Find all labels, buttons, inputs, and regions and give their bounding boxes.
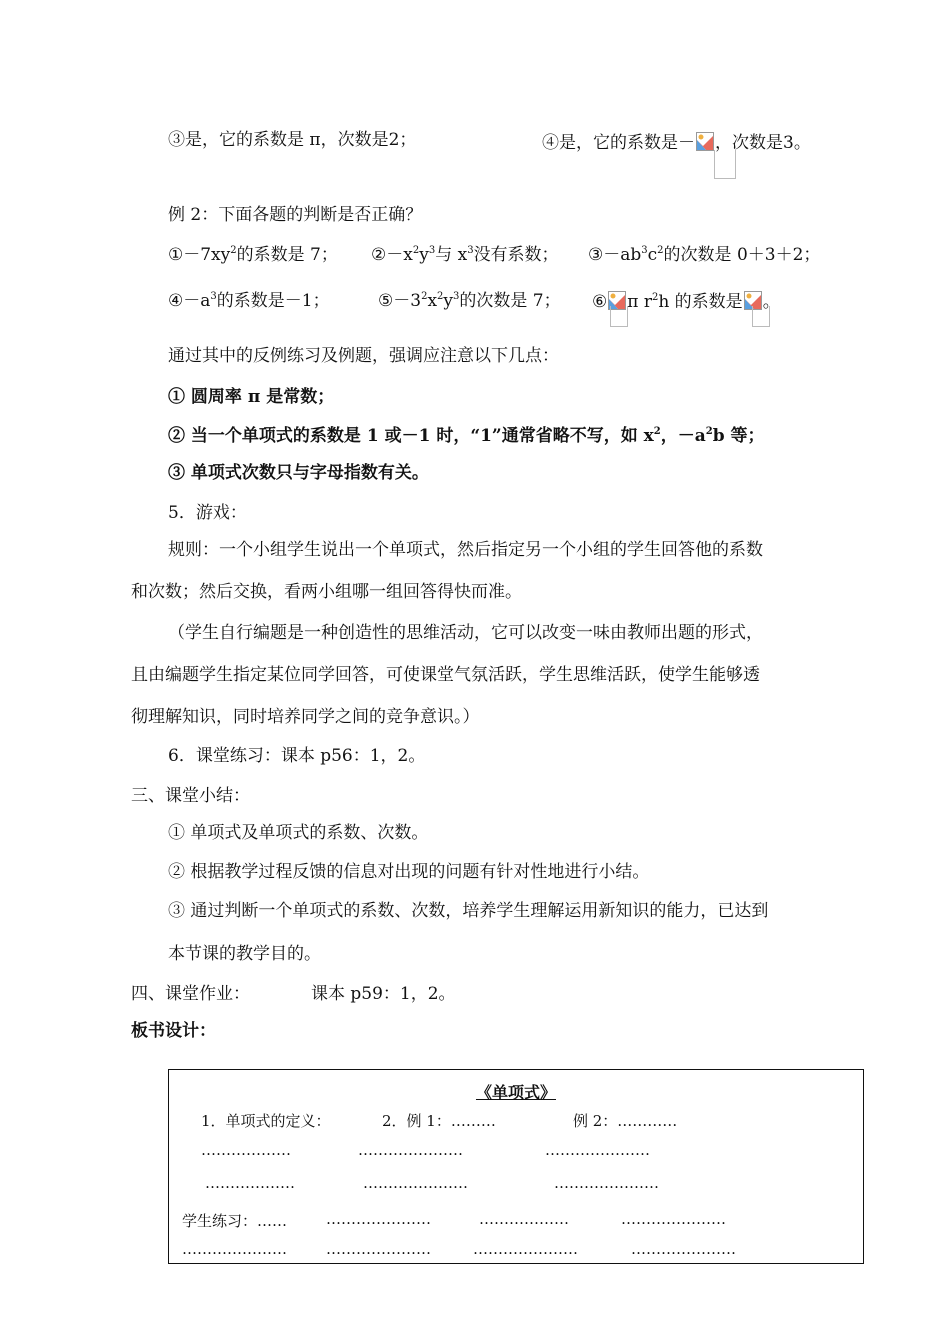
- image-placeholder-frame: [752, 306, 770, 327]
- text: 的系数是 7；: [236, 245, 338, 265]
- example-2-title: 例 2：下面各题的判断是否正确？: [168, 205, 423, 225]
- text: 与 x: [435, 245, 468, 265]
- board-row-3-col-2: …………………: [363, 1174, 468, 1192]
- board-row-1-example-1: 2．例 1：………: [382, 1112, 496, 1130]
- exponent: 3: [467, 245, 474, 256]
- board-design-heading: 板书设计：: [131, 1021, 216, 1041]
- exponent: 3: [210, 291, 217, 302]
- exponent: 2: [657, 245, 664, 256]
- game-note-line-2: 且由编题学生指定某位同学回答，可使课堂气氛活跃，学生思维活跃，使学生能够透: [131, 665, 760, 685]
- board-row-5-col-2: …………………: [326, 1240, 431, 1258]
- text: ，－a: [660, 426, 706, 446]
- board-row-4-col-3: ………………: [479, 1210, 569, 1228]
- board-row-5-col-3: …………………: [473, 1240, 578, 1258]
- exponent: 2: [651, 292, 659, 303]
- text: 的次数是 0＋3＋2；: [663, 245, 821, 265]
- text: 。: [762, 292, 780, 312]
- exponent: 3: [641, 245, 648, 256]
- summary-item-3-cont: 本节课的教学目的。: [168, 944, 321, 964]
- text: b 等；: [712, 426, 765, 446]
- note-intro: 通过其中的反例练习及例题，强调应注意以下几点：: [168, 346, 559, 366]
- note-3: ③ 单项式次数只与字母指数有关。: [168, 463, 429, 483]
- board-row-1-example-2: 例 2：…………: [573, 1112, 678, 1130]
- exponent: 2: [230, 245, 237, 256]
- board-row-4-col-2: …………………: [326, 1210, 431, 1228]
- exponent: 2: [705, 426, 713, 437]
- image-placeholder-frame: [714, 150, 736, 179]
- text: ⑤－3: [378, 291, 422, 311]
- exponent: 2: [421, 291, 428, 302]
- text: π r: [627, 292, 652, 312]
- answer-4-pre: ④是，它的系数是－: [542, 133, 695, 153]
- summary-item-3: ③ 通过判断一个单项式的系数、次数，培养学生理解运用新知识的能力，已达到: [168, 901, 769, 921]
- board-row-4-col-4: …………………: [621, 1210, 726, 1228]
- exponent: 3: [453, 291, 460, 302]
- board-row-5-col-1: …………………: [182, 1240, 287, 1258]
- text: ② 当一个单项式的系数是 1 或－1 时，“1”通常省略不写，如 x: [168, 426, 654, 446]
- board-row-5-col-4: …………………: [631, 1240, 736, 1258]
- text: h 的系数是: [658, 292, 743, 312]
- text: 的次数是 7；: [459, 291, 561, 311]
- answer-4-post: ，次数是3。: [715, 133, 811, 153]
- text: y: [419, 245, 429, 265]
- class-practice: 6．课堂练习：课本 p56：1，2。: [168, 746, 426, 766]
- text: x: [427, 291, 438, 311]
- text: ④－a: [168, 291, 211, 311]
- example-2-item-4: [168, 293, 330, 310]
- board-row-2-col-2: …………………: [358, 1141, 463, 1159]
- text: 没有系数；: [473, 245, 559, 265]
- note-2: [168, 428, 765, 445]
- game-rule-line-2: 和次数；然后交换，看两小组哪一组回答得快而准。: [131, 582, 522, 602]
- board-row-2-col-1: ………………: [201, 1141, 291, 1159]
- game-note-line-1: （学生自行编题是一种创造性的思维活动，它可以改变一味由教师出题的形式，: [168, 623, 763, 643]
- homework-value: 课本 p59：1，2。: [311, 984, 456, 1004]
- text: c: [647, 245, 658, 265]
- game-note-line-3: 彻理解知识，同时培养同学之间的竞争意识。）: [131, 707, 480, 727]
- text: ⑥: [592, 292, 608, 312]
- summary-item-1: ① 单项式及单项式的系数、次数。: [168, 823, 429, 843]
- exponent: 2: [653, 426, 661, 437]
- broken-image-icon: [696, 132, 714, 151]
- text: ①－7xy: [168, 245, 231, 265]
- homework-label: 四、课堂作业：: [131, 984, 250, 1004]
- board-row-1-definition: 1．单项式的定义：: [201, 1112, 331, 1130]
- board-row-4-student-practice: 学生练习：……: [182, 1212, 288, 1230]
- text: y: [443, 291, 454, 311]
- summary-item-2: ② 根据教学过程反馈的信息对出现的问题有针对性地进行小结。: [168, 862, 650, 882]
- example-2-item-5: [378, 293, 561, 310]
- board-row-2-col-3: …………………: [545, 1141, 650, 1159]
- image-placeholder-frame: [610, 306, 628, 327]
- example-2-item-2: [371, 247, 559, 264]
- text: 的系数是－1；: [216, 291, 330, 311]
- note-1: ① 圆周率 π 是常数；: [168, 387, 335, 407]
- example-2-item-1: [168, 247, 338, 264]
- exponent: 2: [412, 245, 420, 256]
- text: ②－x: [371, 245, 413, 265]
- exponent: 3: [428, 245, 436, 256]
- board-title: [169, 1080, 863, 1103]
- text: ③－ab: [588, 245, 642, 265]
- board-title-text: 《单项式》: [475, 1083, 556, 1102]
- board-row-3-col-1: ………………: [205, 1174, 295, 1192]
- example-2-item-3: [588, 247, 820, 264]
- summary-title: 三、课堂小结：: [131, 786, 250, 806]
- answer-3: ③是，它的系数是 π，次数是2；: [168, 130, 417, 150]
- board-row-3-col-3: …………………: [554, 1174, 659, 1192]
- exponent: 2: [437, 291, 444, 302]
- game-title: 5．游戏：: [168, 503, 247, 523]
- answer-4: [542, 132, 811, 152]
- board-design-box: [168, 1069, 864, 1264]
- game-rule-line-1: 规则：一个小组学生说出一个单项式，然后指定另一个小组的学生回答他的系数: [168, 540, 763, 560]
